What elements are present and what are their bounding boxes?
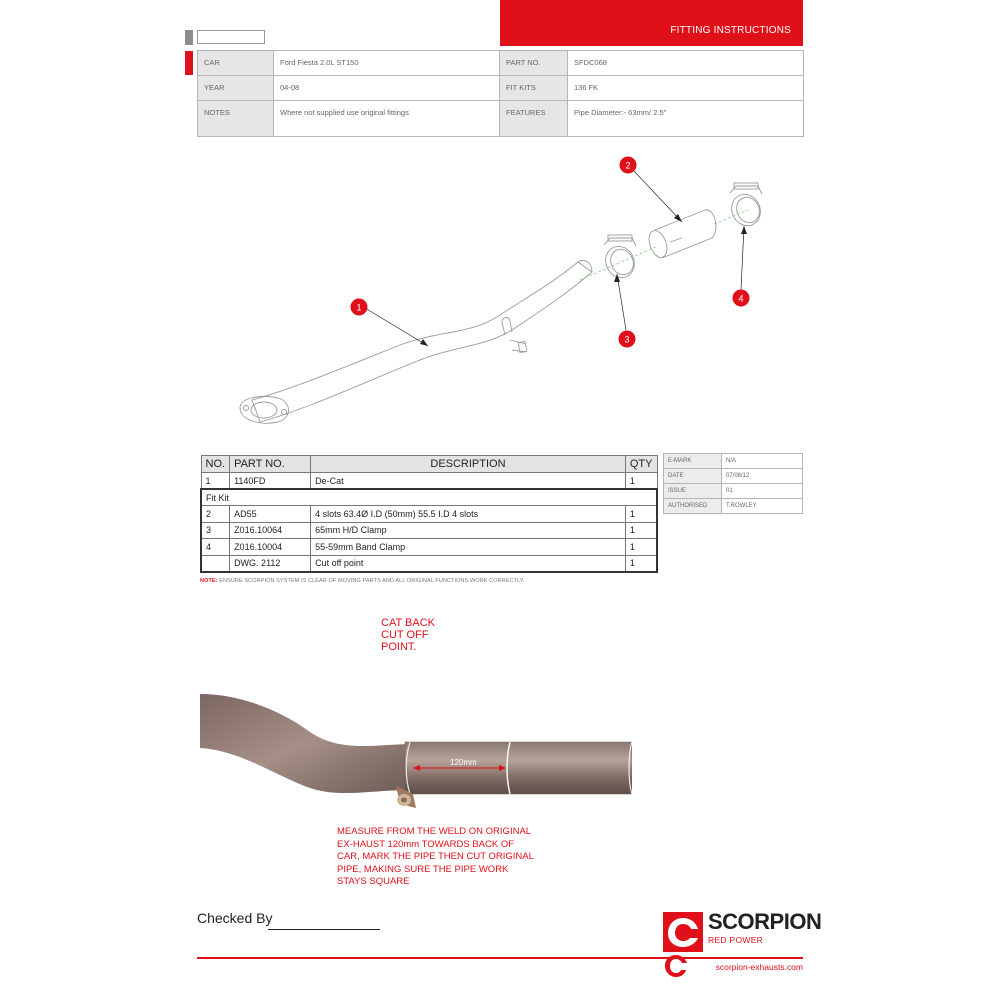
row-qty: 1 bbox=[625, 522, 657, 539]
row-no bbox=[201, 555, 230, 572]
row-desc: Cut off point bbox=[311, 555, 626, 572]
notes-label: NOTES bbox=[198, 101, 274, 137]
callout-3-label: 3 bbox=[624, 334, 630, 345]
row-desc: De-Cat bbox=[311, 473, 626, 490]
pipe-photo bbox=[200, 690, 632, 820]
issue-label: ISSUE bbox=[664, 484, 722, 499]
note-prefix: NOTE: bbox=[200, 578, 218, 584]
fit-kits-label: FIT KITS bbox=[500, 76, 568, 101]
emark-label: E-MARK bbox=[664, 454, 722, 469]
callout-2-label: 2 bbox=[625, 160, 631, 171]
car-value: Ford Fiesta 2.0L ST150 bbox=[274, 51, 500, 76]
year-value: 04-08 bbox=[274, 76, 500, 101]
exploded-parts-drawing bbox=[200, 150, 800, 440]
row-qty: 1 bbox=[625, 506, 657, 523]
original-pipe-bend bbox=[200, 694, 410, 793]
website-link[interactable]: scorpion-exhausts.com bbox=[715, 962, 803, 972]
footer-rule bbox=[197, 957, 803, 959]
emark-value: N/A bbox=[722, 454, 803, 469]
signature-line bbox=[268, 929, 380, 930]
part-no-value: SFDC068 bbox=[568, 51, 804, 76]
row-desc: 65mm H/D Clamp bbox=[311, 522, 626, 539]
scorpion-logo-icon bbox=[663, 912, 703, 952]
fit-kit-label: Fit Kit bbox=[201, 489, 657, 506]
table-row bbox=[664, 454, 803, 469]
red-marker bbox=[185, 51, 193, 75]
callout-4-label: 4 bbox=[738, 293, 744, 304]
brand-name: SCORPION bbox=[708, 909, 822, 934]
col-no: NO. bbox=[201, 456, 230, 473]
measure-label: 120mm bbox=[450, 758, 477, 767]
car-label: CAR bbox=[198, 51, 274, 76]
cut-off-line-2: CUT OFF bbox=[381, 629, 429, 641]
row-qty: 1 bbox=[625, 539, 657, 556]
band-clamp bbox=[727, 183, 766, 230]
fit-kits-value: 136 FK bbox=[568, 76, 804, 101]
year-label: YEAR bbox=[198, 76, 274, 101]
features-value: Pipe Diameter:- 63mm/ 2.5" bbox=[568, 101, 804, 137]
table-row bbox=[201, 522, 657, 539]
table-row bbox=[664, 469, 803, 484]
table-row bbox=[201, 473, 657, 490]
cut-off-line-3: POINT. bbox=[381, 641, 417, 653]
grey-marker bbox=[185, 30, 193, 45]
row-part: 1140FD bbox=[230, 473, 311, 490]
row-no: 2 bbox=[201, 506, 230, 523]
fit-kit-header-row bbox=[201, 489, 657, 506]
callout-3 bbox=[619, 331, 636, 348]
cut-off-line-1: CAT BACK bbox=[381, 617, 435, 629]
row-no: 3 bbox=[201, 522, 230, 539]
row-no: 4 bbox=[201, 539, 230, 556]
callout-2 bbox=[620, 157, 637, 174]
table-row bbox=[201, 506, 657, 523]
adaptor-sleeve bbox=[655, 210, 716, 258]
measurement-instruction: MEASURE FROM THE WELD ON ORIGINAL EX-HAUST 120mm TOWARDS BACK OF CAR, MARK THE PIPE THEN CUT ORIGINAL PIPE, MAKING SURE THE PIPE WORK STAYS SQUARE bbox=[337, 826, 534, 887]
approval-table bbox=[663, 453, 803, 514]
authorised-label: AUTHORISED bbox=[664, 499, 722, 514]
row-part: Z016.10004 bbox=[230, 539, 311, 556]
row-part: AD55 bbox=[230, 506, 311, 523]
small-swirl-icon bbox=[662, 952, 690, 980]
table-row bbox=[664, 499, 803, 514]
col-part-no: PART NO. bbox=[230, 456, 311, 473]
row-part: DWG. 2112 bbox=[230, 555, 311, 572]
header-band bbox=[500, 0, 803, 46]
table-row bbox=[201, 539, 657, 556]
issue-value: 01 bbox=[722, 484, 803, 499]
brand-tagline: RED POWER bbox=[708, 935, 764, 945]
features-label: FEATURES bbox=[500, 101, 568, 137]
authorised-value: T.ROWLEY bbox=[722, 499, 803, 514]
row-qty: 1 bbox=[625, 473, 657, 490]
table-row bbox=[664, 484, 803, 499]
note-text: ENSURE SCORPION SYSTEM IS CLEAR OF MOVING PARTS AND ALL ORIGINAL FUNCTIONS WORK CORRECTLY. bbox=[217, 578, 525, 584]
checked-by-label: Checked By bbox=[197, 910, 273, 926]
col-qty: QTY bbox=[625, 456, 657, 473]
row-part: Z016.10064 bbox=[230, 522, 311, 539]
safety-note bbox=[200, 578, 525, 584]
callout-4 bbox=[733, 290, 750, 307]
row-qty: 1 bbox=[625, 555, 657, 572]
col-description: DESCRIPTION bbox=[311, 456, 626, 473]
table-row bbox=[201, 555, 657, 572]
clamp-65mm bbox=[601, 235, 640, 282]
callout-1-label: 1 bbox=[356, 302, 362, 313]
parts-list-table bbox=[200, 455, 658, 573]
notes-value: Where not supplied use original fittings bbox=[274, 101, 500, 137]
row-no: 1 bbox=[201, 473, 230, 490]
row-desc: 4 slots 63.4Ø I.D (50mm) 55.5 I.D 4 slots bbox=[311, 506, 626, 523]
date-value: 07/08/12 bbox=[722, 469, 803, 484]
row-desc: 55-59mm Band Clamp bbox=[311, 539, 626, 556]
vehicle-info-table bbox=[197, 50, 804, 137]
document-title: FITTING INSTRUCTIONS bbox=[670, 25, 791, 36]
date-label: DATE bbox=[664, 469, 722, 484]
blank-field bbox=[197, 30, 265, 44]
cut-off-heading bbox=[381, 617, 481, 653]
callout-1 bbox=[351, 299, 368, 316]
part-no-label: PART NO. bbox=[500, 51, 568, 76]
